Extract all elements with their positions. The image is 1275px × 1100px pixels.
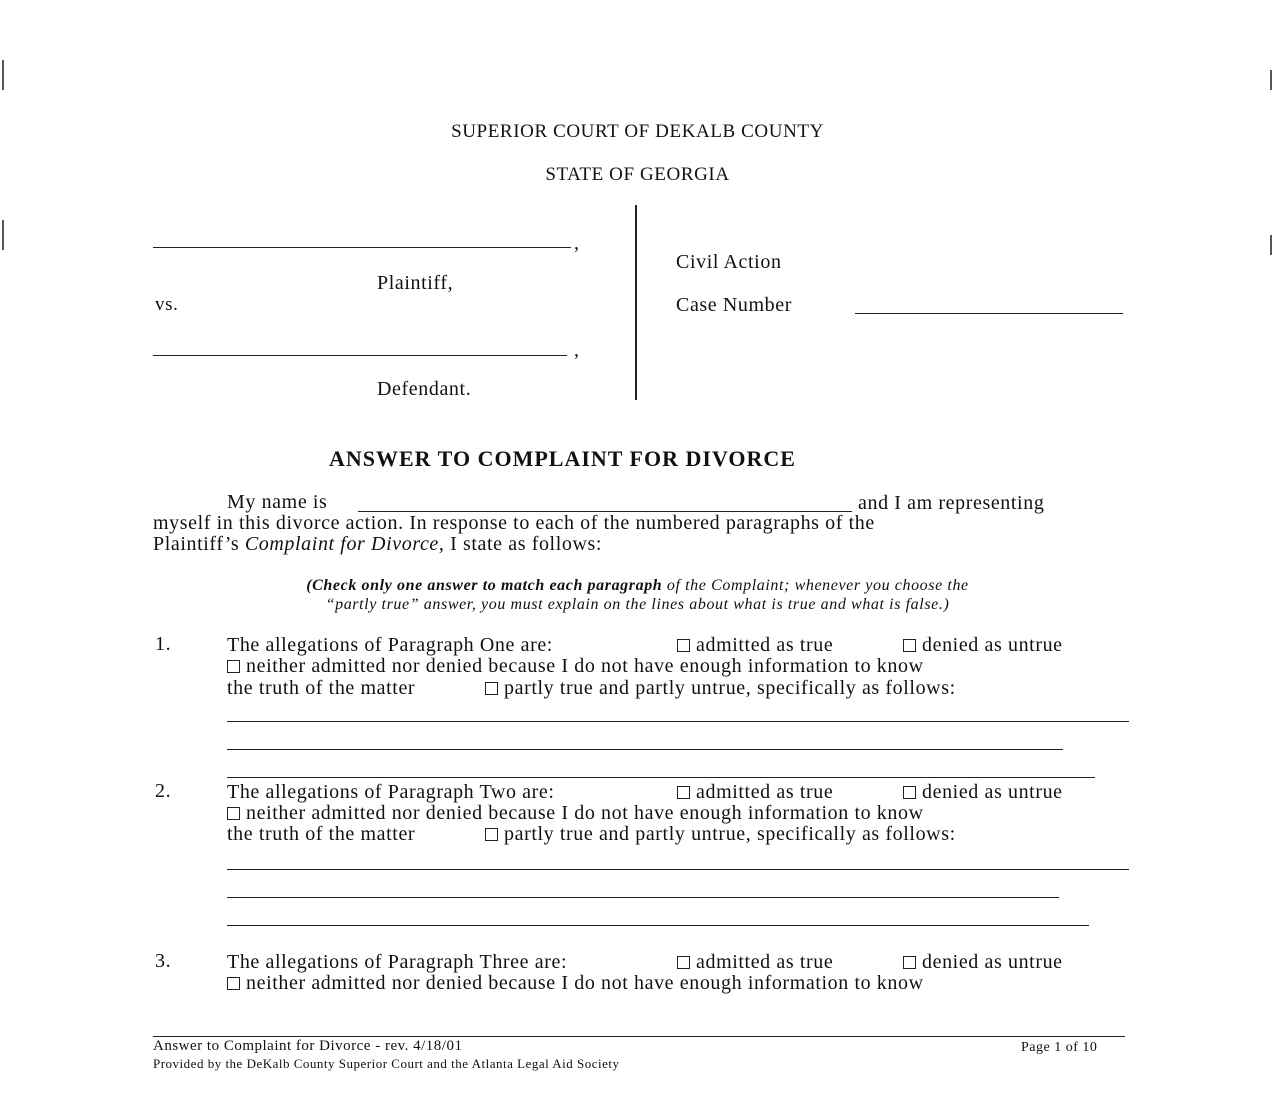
instructions-line-2: “partly true” answer, you must explain on the lines about what is true and what is false.) (325, 596, 950, 613)
representing-label: and I am representing (858, 492, 1045, 514)
instructions-line-1 (0, 577, 1275, 595)
option-neither[interactable] (227, 655, 924, 678)
footer-provided-by: Provided by the DeKalb County Superior Court and the Atlanta Legal Aid Society (153, 1056, 620, 1071)
explanation-line[interactable] (227, 925, 1089, 926)
explanation-line[interactable] (227, 897, 1059, 898)
caption-divider (635, 205, 637, 400)
partly-checkbox[interactable] (485, 828, 498, 841)
explanation-line[interactable] (227, 721, 1129, 722)
option-denied[interactable] (903, 951, 1063, 974)
scan-edge-mark (1270, 70, 1272, 90)
admitted-checkbox[interactable] (677, 786, 690, 799)
intro-state-follows: , I state as follows: (438, 533, 603, 555)
option-partly[interactable] (485, 823, 956, 846)
paragraph-lead: The allegations of Paragraph Two are: (227, 781, 555, 803)
plaintiff-comma: , (574, 232, 580, 254)
footer-page-number: Page 1 of 10 (1021, 1040, 1098, 1055)
scan-edge-mark (1270, 235, 1272, 255)
admitted-label: admitted as true (696, 951, 834, 973)
denied-label: denied as untrue (922, 951, 1063, 973)
paragraph-lead: The allegations of Paragraph One are: (227, 634, 553, 656)
option-partly[interactable] (485, 677, 956, 700)
option-neither[interactable] (227, 972, 924, 995)
civil-action-label: Civil Action (676, 251, 782, 273)
defendant-comma: , (574, 339, 580, 361)
instructions-rest: of the Complaint; whenever you choose the (662, 577, 969, 594)
defendant-name-field[interactable] (153, 355, 567, 356)
denied-checkbox[interactable] (903, 639, 916, 652)
state-name: STATE OF GEORGIA (545, 164, 730, 185)
vs-label: vs. (155, 294, 179, 315)
neither-checkbox[interactable] (227, 807, 240, 820)
paragraph-lead: The allegations of Paragraph Three are: (227, 951, 568, 973)
denied-label: denied as untrue (922, 634, 1063, 656)
instructions-bold: (Check only one answer to match each paragraph (306, 577, 663, 594)
my-name-label: My name is (227, 491, 328, 513)
denied-checkbox[interactable] (903, 956, 916, 969)
paragraph-number: 3. (155, 950, 172, 972)
neither-label: neither admitted nor denied because I do not have enough information to know (246, 802, 924, 824)
footer-form-name: Answer to Complaint for Divorce - rev. 4/18/01 (153, 1038, 463, 1054)
explanation-line[interactable] (227, 777, 1095, 778)
intro-line-2: myself in this divorce action. In response to each of the numbered paragraphs of the (153, 512, 875, 534)
case-number-label: Case Number (676, 294, 793, 316)
admitted-label: admitted as true (696, 634, 834, 656)
neither-label: neither admitted nor denied because I do not have enough information to know (246, 972, 924, 994)
option-denied[interactable] (903, 781, 1063, 804)
admitted-label: admitted as true (696, 781, 834, 803)
intro-complaint-title: Complaint for Divorce (244, 533, 439, 555)
intro-plaintiffs: Plaintiff’s (153, 533, 240, 555)
document-title: ANSWER TO COMPLAINT FOR DIVORCE (329, 446, 796, 471)
defendant-label: Defendant. (377, 378, 472, 400)
option-admitted[interactable] (677, 781, 833, 804)
paragraph-number: 2. (155, 780, 172, 802)
truth-prefix: the truth of the matter (227, 823, 416, 845)
paragraph-number: 1. (155, 633, 172, 655)
case-number-field[interactable] (855, 313, 1123, 314)
explanation-line[interactable] (227, 749, 1063, 750)
option-admitted[interactable] (677, 951, 833, 974)
option-admitted[interactable] (677, 634, 833, 657)
truth-prefix: the truth of the matter (227, 677, 416, 699)
denied-label: denied as untrue (922, 781, 1063, 803)
option-neither[interactable] (227, 802, 924, 825)
neither-label: neither admitted nor denied because I do not have enough information to know (246, 655, 924, 677)
admitted-checkbox[interactable] (677, 639, 690, 652)
option-denied[interactable] (903, 634, 1063, 657)
partly-label: partly true and partly untrue, specifically as follows: (504, 677, 956, 699)
scan-edge-mark (2, 60, 4, 90)
plaintiff-name-field[interactable] (153, 247, 571, 248)
plaintiff-label: Plaintiff, (377, 272, 454, 294)
scan-edge-mark (2, 220, 4, 250)
footer-rule (153, 1036, 1125, 1037)
explanation-line[interactable] (227, 869, 1129, 870)
admitted-checkbox[interactable] (677, 956, 690, 969)
partly-label: partly true and partly untrue, specifically as follows: (504, 823, 956, 845)
denied-checkbox[interactable] (903, 786, 916, 799)
neither-checkbox[interactable] (227, 977, 240, 990)
partly-checkbox[interactable] (485, 682, 498, 695)
court-name: SUPERIOR COURT OF DEKALB COUNTY (451, 121, 824, 142)
intro-line-3 (153, 533, 602, 556)
neither-checkbox[interactable] (227, 660, 240, 673)
